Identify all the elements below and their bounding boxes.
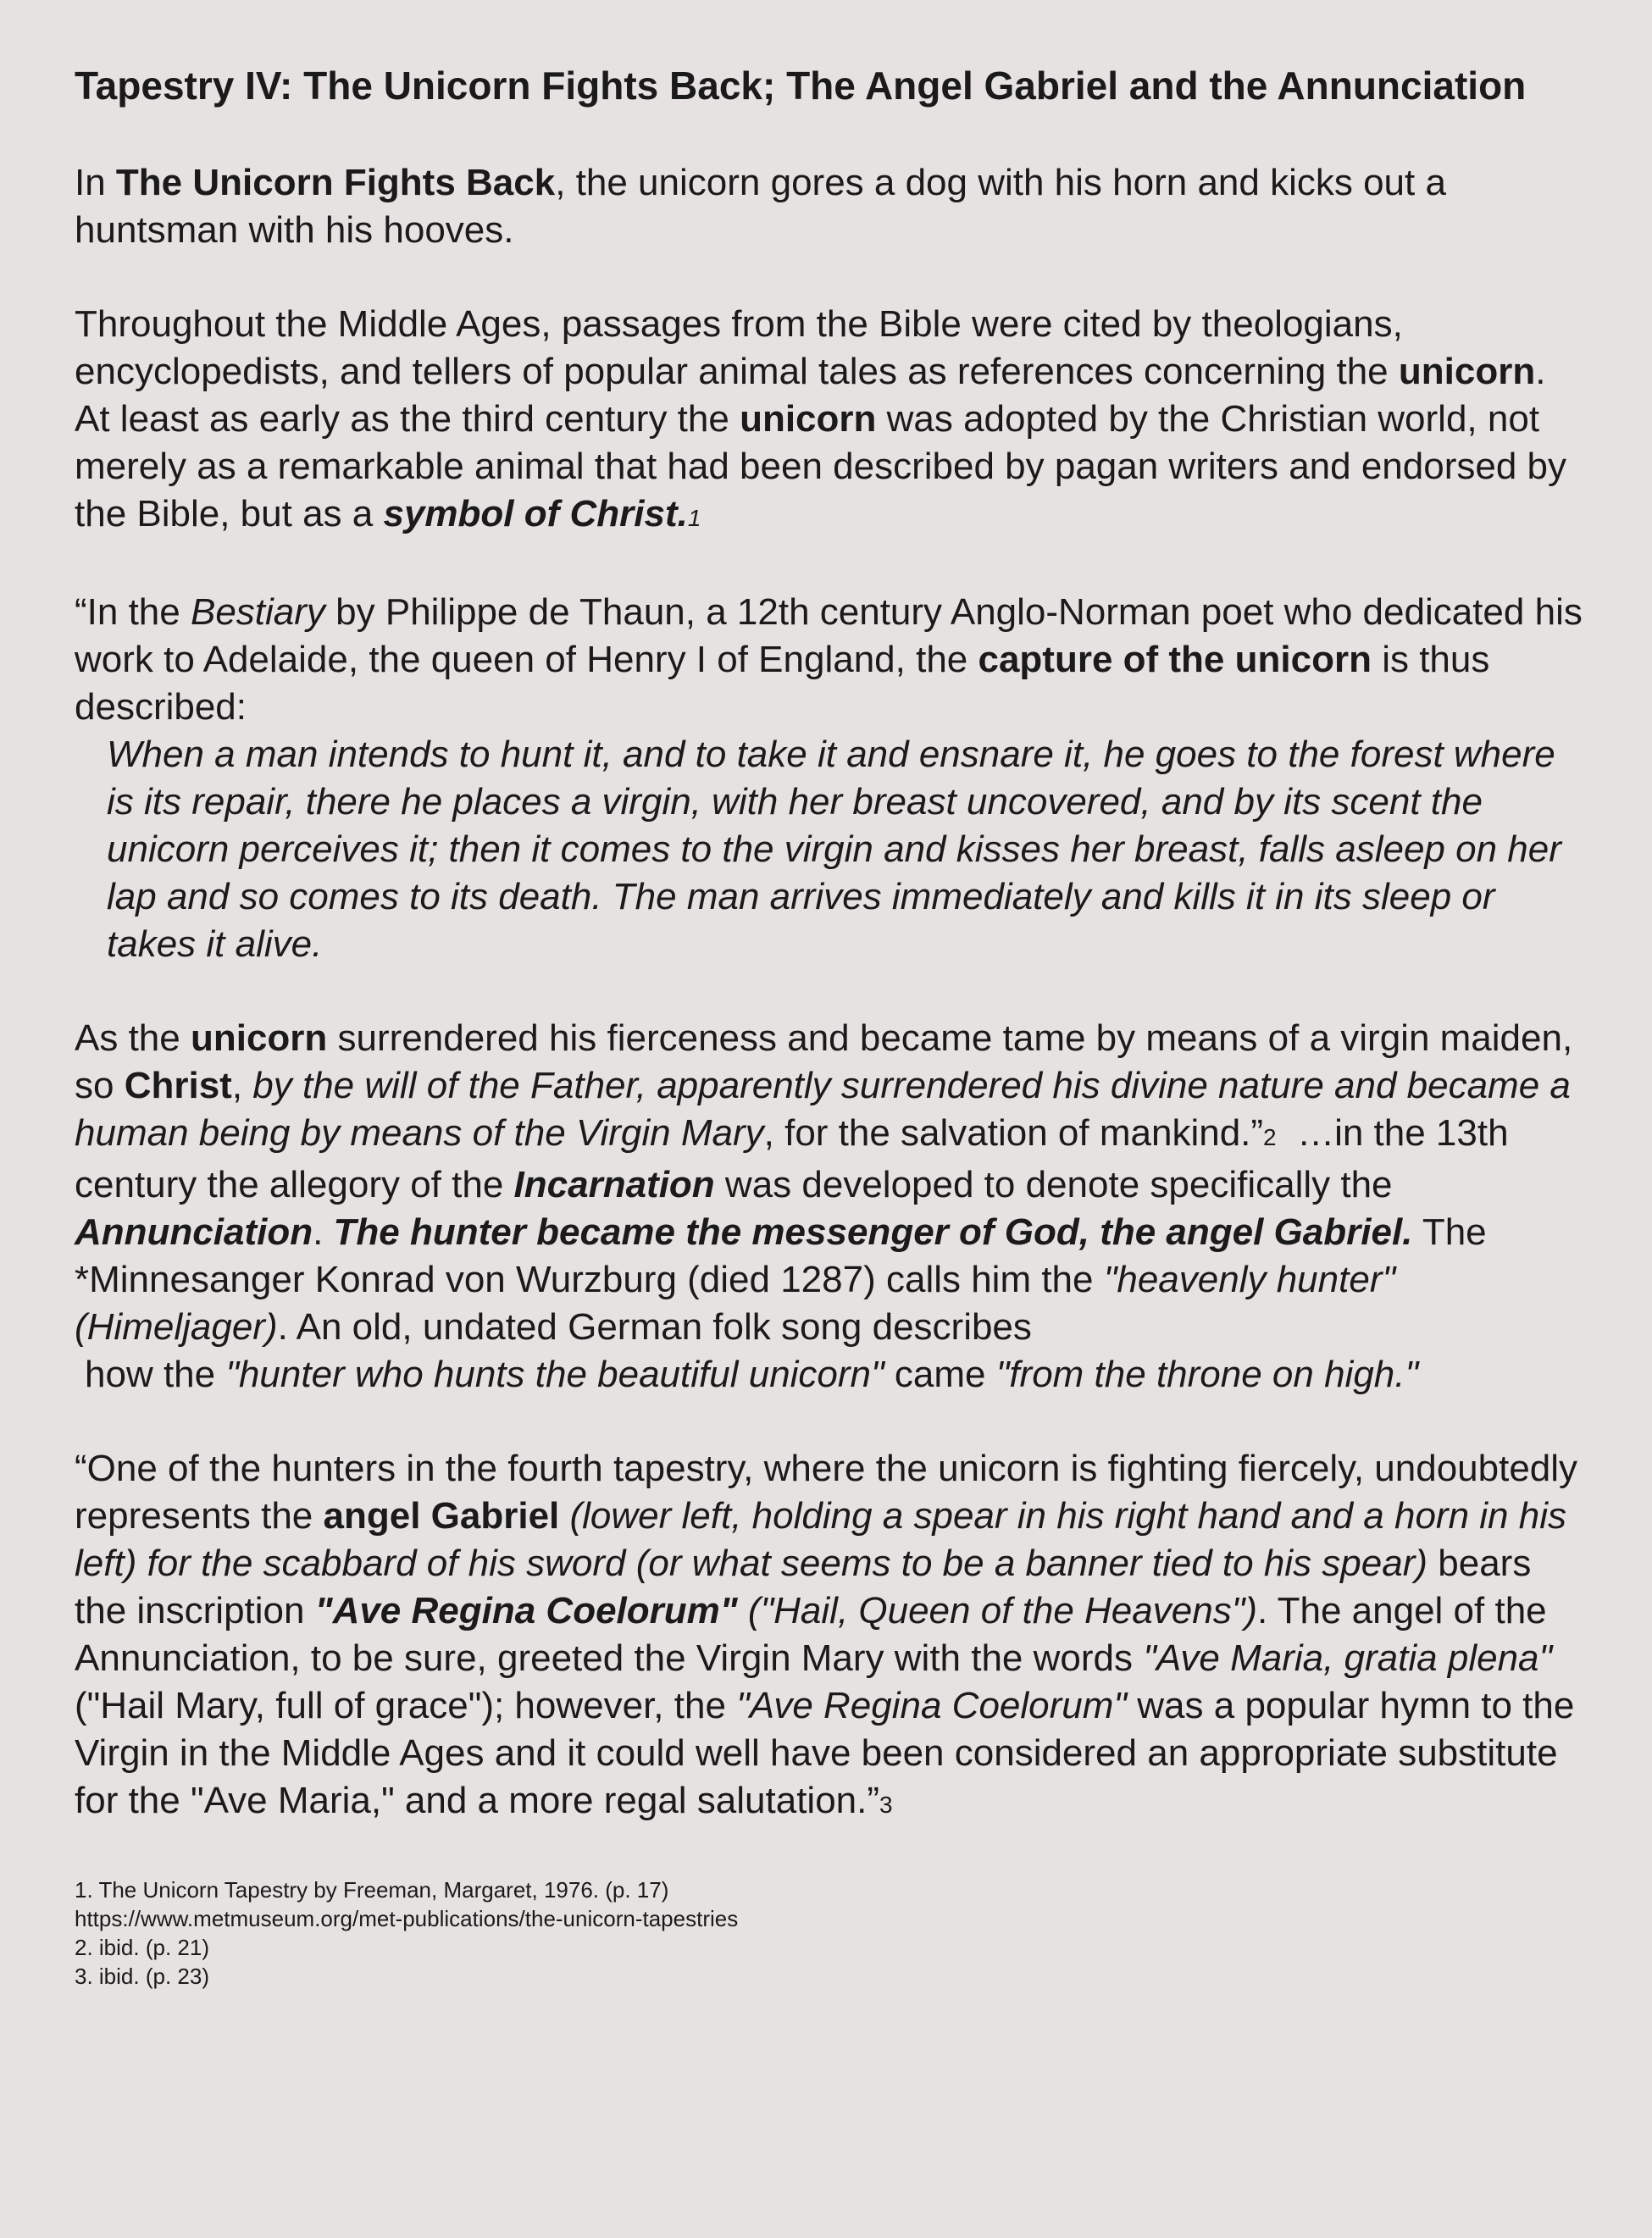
footnotes	[75, 1875, 1584, 1991]
bold-run: unicorn	[1398, 351, 1536, 392]
bold-run: unicorn	[740, 398, 877, 440]
footnote-2: 2. ibid. (p. 21)	[75, 1935, 209, 1960]
italic-run: "heavenly hunter" (Himeljager)	[75, 1259, 1396, 1348]
paragraph-1	[75, 159, 1584, 254]
footnote-1-url: https://www.metmuseum.org/met-publications/the-unicorn-tapestries	[75, 1906, 739, 1931]
bold-italic-run: "Ave Regina Coelorum"	[314, 1590, 738, 1631]
text-run: .	[313, 1211, 334, 1253]
footnote-ref-3: 3	[879, 1792, 893, 1818]
text-run: ("Hail Mary, full of grace"); however, the	[75, 1685, 737, 1726]
footnote-ref-2: 2	[1263, 1124, 1277, 1150]
paragraph-5	[75, 1445, 1584, 1829]
text-run: “In the	[75, 591, 191, 633]
text-run: by Philippe de Thaun, a 12th century Anglo-Norman poet who dedicated his work to Adelaide, the queen of Henry I of England, the	[75, 591, 1583, 680]
bold-run: Christ	[124, 1065, 232, 1106]
text-run: bears the inscription	[75, 1543, 1532, 1631]
text-run: In	[75, 162, 116, 203]
text-run: was a popular hymn to the Virgin in the Middle Ages and it could well have been considered an appropriate substitute for the "Ave Maria," and a more regal salutation.”	[75, 1685, 1575, 1821]
bold-italic-run: The hunter became the messenger of God, the angel Gabriel.	[333, 1211, 1413, 1253]
text-run: . The angel of the Annunciation, to be sure, greeted the Virgin Mary with the words	[75, 1590, 1547, 1679]
text-run: , for the salvation of mankind.”	[763, 1112, 1264, 1154]
bestiary-quote: When a man intends to hunt it, and to take it and ensnare it, he goes to the forest where is its repair, there he places a virgin, with her breast uncovered, and by its scent the unicorn perceives it; then it comes to the virgin and kisses her breast, falls asleep on her lap and so comes to its death. The man arrives immediately and kills it in its sleep or takes it alive.	[107, 734, 1561, 965]
text-run: Throughout the Middle Ages, passages from the Bible were cited by theologians, encyclopedists, and tellers of popular animal tales as references concerning the	[75, 303, 1403, 392]
italic-run: "hunter who hunts the beautiful unicorn"	[225, 1354, 884, 1395]
text-run: As the	[75, 1017, 191, 1059]
page-title: Tapestry IV: The Unicorn Fights Back; The Angel Gabriel and the Annunciation	[75, 64, 1527, 108]
bold-run: capture of the unicorn	[978, 639, 1372, 680]
paragraph-3	[75, 589, 1584, 968]
text-run: came	[884, 1354, 996, 1395]
bold-italic-run: Incarnation	[513, 1164, 715, 1205]
text-run: was developed to denote specifically the	[714, 1164, 1393, 1205]
bold-italic-run: Annunciation	[75, 1211, 313, 1253]
text-run: ,	[231, 1065, 253, 1106]
italic-run: by the will of the Father, apparently surrendered his divine nature and became a human being by means of the Virgin Mary	[75, 1065, 1571, 1154]
footnote-3: 3. ibid. (p. 23)	[75, 1964, 209, 1989]
text-run: The *Minnesanger Konrad von Wurzburg (died 1287) calls him the	[75, 1211, 1487, 1300]
italic-run: ("Hail, Queen of the Heavens")	[747, 1590, 1257, 1631]
text-run: , the unicorn gores a dog with his horn and kicks out a huntsman with his hooves.	[75, 162, 1446, 251]
text-run: . At least as early as the third century the	[75, 351, 1546, 440]
italic-run: (lower left, holding a spear in his right hand and a horn in his left) for the scabbard of his sword (or what seems to be a banner tied to his spear)	[75, 1495, 1566, 1584]
text-run: surrendered his fierceness and became tame by means of a virgin maiden, so	[75, 1017, 1573, 1106]
bold-run: unicorn	[190, 1017, 328, 1059]
italic-run: Bestiary	[190, 591, 325, 633]
text-run: is thus described:	[75, 639, 1490, 728]
bold-italic-run: symbol of Christ.	[383, 493, 688, 535]
text-run: was adopted by the Christian world, not merely as a remarkable animal that had been described by pagan writers and endorsed by the Bible, but as a	[75, 398, 1567, 535]
bold-run: angel Gabriel	[323, 1495, 560, 1537]
text-run: . An old, undated German folk song describes	[277, 1306, 1032, 1348]
text-run	[738, 1590, 748, 1631]
paragraph-4	[75, 1015, 1584, 1399]
footnote-1: 1. The Unicorn Tapestry by Freeman, Margaret, 1976. (p. 17)	[75, 1877, 669, 1903]
text-run: …in the 13th century the allegory of the	[75, 1112, 1519, 1205]
text-run: how the	[85, 1354, 226, 1395]
footnote-ref-1: 1	[687, 505, 701, 531]
text-run	[559, 1495, 569, 1537]
italic-run: "from the throne on high."	[995, 1354, 1419, 1395]
paragraph-2	[75, 301, 1584, 542]
text-run: “One of the hunters in the fourth tapestry, where the unicorn is fighting fiercely, undoubtedly represents the	[75, 1448, 1578, 1537]
italic-run: "Ave Maria, gratia plena"	[1143, 1637, 1553, 1679]
italic-run: "Ave Regina Coelorum"	[736, 1685, 1128, 1726]
bold-run: The Unicorn Fights Back	[115, 162, 556, 203]
